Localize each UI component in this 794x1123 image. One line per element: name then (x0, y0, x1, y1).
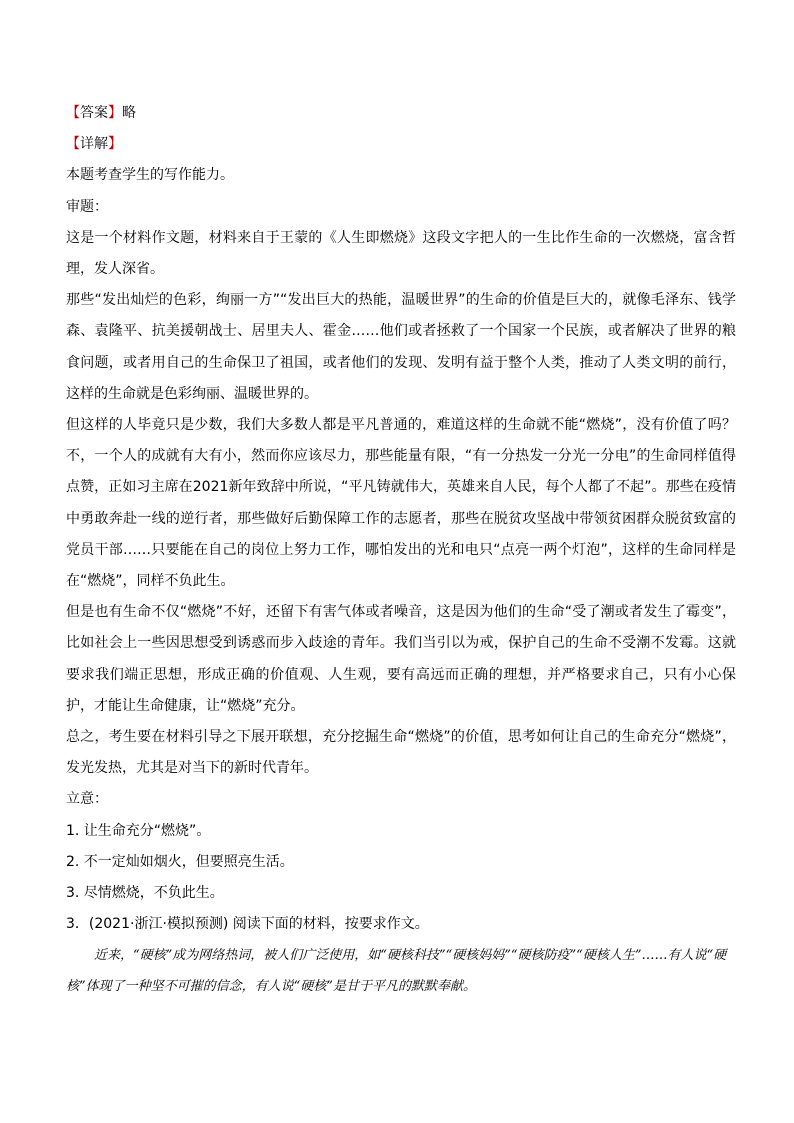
paragraph-4: 但是也有生命不仅“燃烧”不好，还留下有害气体或者噪音，这是因为他们的生命“受了潮或者发生了霉变”，比如社会上一些因思想受到诱惑而步入歧途的青年。我们当引以为戒，保护自己的生命不受潮不发霉。这就要求我们端正思想，形成正确的价值观、人生观，要有高远而正确的理想，并严格要求自己，只有小心保护，才能让生命健康，让“燃烧”充分。 (66, 604, 736, 714)
detail-bracket-right: 】 (108, 136, 122, 153)
answer-bracket-right: 】 (108, 105, 122, 121)
detail-label: 详解 (80, 136, 108, 153)
question-line: 3．(2021·浙江·模拟预测) 阅读下面的材料，按要求作文。 (66, 916, 429, 933)
shenti-heading: 审题： (66, 198, 108, 215)
paragraph-1: 这是一个材料作文题，材料来自于王蒙的《人生即燃烧》这段文字把人的一生比作生命的一次燃烧，富含哲理，发人深省。 (66, 229, 736, 278)
point-1: 1. 让生命充分“燃烧”。 (66, 822, 211, 839)
answer-value: 略 (122, 105, 136, 121)
point-2: 2. 不一定灿如烟火，但要照亮生活。 (66, 853, 294, 870)
answer-label: 答案 (80, 105, 108, 121)
detail-line (66, 129, 736, 160)
liyi-heading: 立意： (66, 791, 108, 808)
paragraph-3: 但这样的人毕竟只是少数，我们大多数人都是平凡普通的，难道这样的生命就不能“燃烧”，没有价值了吗？不，一个人的成就有大有小，然而你应该尽力，那些能量有限，“有一分热发一分光一分电”的生命同样值得点赞，正如习主席在2021新年致辞中所说，“平凡铸就伟大，英雄来自人民，每个人都了不起”。那些在疫情中勇敢奔赴一线的逆行者，那些做好后勤保障工作的志愿者，那些在脱贫攻坚战中带领贫困群众脱贫致富的党员干部……只要能在自己的岗位上努力工作，哪怕发出的光和电只“点亮一两个灯泡”，这样的生命同样是在“燃烧”，同样不负此生。 (66, 417, 736, 590)
answer-line (66, 98, 736, 129)
detail-bracket-left: 【 (66, 136, 80, 153)
point-3: 3. 尽情燃烧，不负此生。 (66, 885, 224, 902)
document-page (66, 98, 736, 1002)
answer-bracket-left: 【 (66, 105, 80, 121)
material-text: 近来，“硬核”成为网络热词，被人们广泛使用，如“硬核科技”“硬核妈妈”“硬核防疫”“硬核人生”……有人说“硬核”体现了一种坚不可摧的信念，有人说“硬核”是甘于平凡的默默奉献。 (66, 948, 727, 995)
paragraph-5: 总之，考生要在材料引导之下展开联想，充分挖掘生命“燃烧”的价值，思考如何让自己的生命充分“燃烧”，发光发热，尤其是对当下的新时代青年。 (66, 729, 736, 777)
paragraph-2: 那些“发出灿烂的色彩，绚丽一方”“发出巨大的热能，温暖世界”的生命的价值是巨大的，就像毛泽东、钱学森、袁隆平、抗美援朝战士、居里夫人、霍金……他们或者拯救了一个国家一个民族，或者解决了世界的粮食问题，或者用自己的生命保卫了祖国，或者他们的发现、发明有益于整个人类，推动了人类文明的前行，这样的生命就是色彩绚丽、温暖世界的。 (66, 292, 736, 402)
intro-text: 本题考查学生的写作能力。 (66, 167, 234, 184)
